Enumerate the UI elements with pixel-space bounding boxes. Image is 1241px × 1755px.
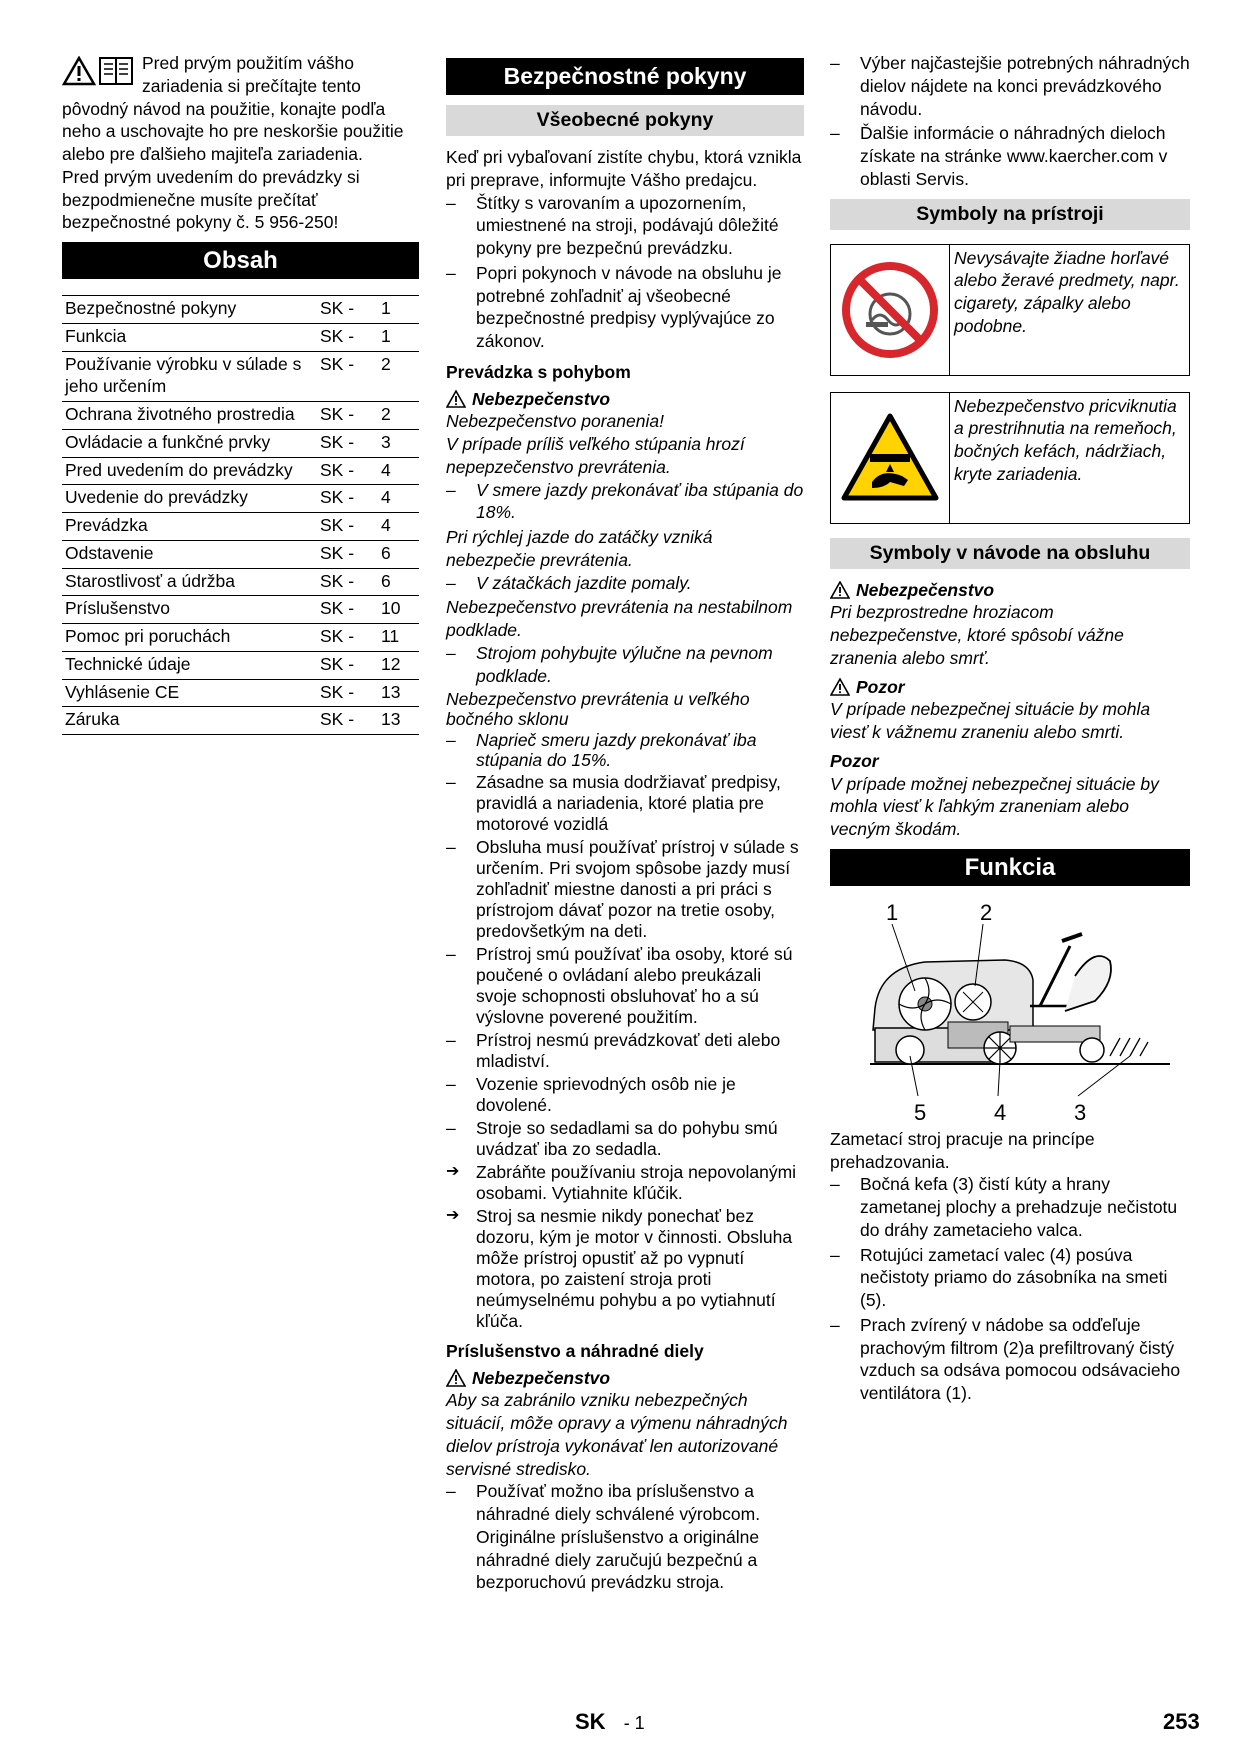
footer-page-number: 253 (1163, 1709, 1200, 1734)
list-item: – Prístroj nesmú prevádzkovať deti alebo mladiství. (446, 1030, 804, 1072)
toc-row (62, 707, 419, 735)
toc-row (62, 429, 419, 457)
warning-triangle-icon (830, 581, 850, 599)
toc-entry-section: SK - (317, 402, 378, 430)
list-item: – Strojom pohybujte výlučne na pevnom podklade. (446, 642, 804, 688)
toc-entry-section: SK - (317, 323, 378, 351)
footer-lang-code: SK (575, 1709, 606, 1734)
toc-row (62, 624, 419, 652)
toc-entry-name: Ovládacie a funkčné prvky (62, 429, 317, 457)
motion-p4: Nebezpečenstvo prevrátenia na nestabilnom podklade. (446, 597, 793, 640)
warning-triangle-icon (62, 56, 96, 86)
list-item: – Ďalšie informácie o náhradných dieloch získate na stránke www.kaercher.com v oblasti Servis. (830, 122, 1190, 190)
toc-entry-page: 4 (378, 485, 419, 513)
toc-row (62, 457, 419, 485)
no-burning-objects-icon (842, 262, 938, 358)
safety-title: Bezpečnostné pokyny (446, 58, 804, 95)
toc-entry-page: 4 (378, 513, 419, 541)
toc-entry-section: SK - (317, 540, 378, 568)
toc-entry-page: 12 (378, 651, 419, 679)
figure-label-4: 4 (994, 1099, 1007, 1125)
list-item: – Výber najčastejšie potrebných náhradných dielov nájdete na konci prevádzkového návodu. (830, 52, 1190, 120)
toc-row (62, 568, 419, 596)
danger-heading (446, 388, 804, 411)
figure-label-5: 5 (914, 1099, 927, 1125)
toc-entry-page: 13 (378, 707, 419, 735)
symbols-device-title: Symboly na prístroji (830, 199, 1190, 230)
danger-heading (446, 1367, 804, 1390)
symbol-text-1: Nevysávajte žiadne horľavé alebo žeravé predmety, napr. cigarety, zápalky alebo podobne. (954, 247, 1180, 336)
column-middle (446, 52, 804, 1596)
danger-heading (830, 579, 1190, 602)
toc-row (62, 651, 419, 679)
toc-entry-name: Pred uvedením do prevádzky (62, 457, 317, 485)
toc-entry-name: Bezpečnostné pokyny (62, 296, 317, 324)
toc-table (62, 295, 419, 735)
warning-triangle-icon (830, 678, 850, 696)
toc-entry-section: SK - (317, 624, 378, 652)
symbol-row-pinch (830, 392, 1190, 524)
footer-language (575, 1708, 645, 1737)
toc-row (62, 351, 419, 402)
toc-entry-page: 1 (378, 323, 419, 351)
toc-row (62, 296, 419, 324)
list-item: – Zásadne sa musia dodržiavať predpisy, pravidlá a nariadenia, ktoré platia pre motorové vozidlá (446, 772, 804, 835)
toc-entry-page: 1 (378, 296, 419, 324)
danger-label: Nebezpečenstvo (856, 579, 995, 600)
motion-p5: Nebezpečenstvo prevrátenia u veľkého bočného sklonu (446, 689, 750, 730)
toc-entry-name: Príslušenstvo (62, 596, 317, 624)
toc-entry-name: Ochrana životného prostredia (62, 402, 317, 430)
list-item: – Štítky s varovaním a upozornením, umiestnené na stroji, podávajú dôležité pokyny pre bezpečnú prevádzku. (446, 192, 804, 260)
toc-row (62, 540, 419, 568)
toc-entry-page: 13 (378, 679, 419, 707)
list-item: ➔ Stroj sa nesmie nikdy ponechať bez dozoru, kým je motor v činnosti. Obsluha môže prístroj opustiť až po vypnutí motora, po zaistení stroja proti neúmyselnému pohybu a po vytiahnutí kľúča. (446, 1206, 804, 1332)
toc-entry-section: SK - (317, 457, 378, 485)
accessories-list (446, 1480, 804, 1594)
toc-entry-page: 11 (378, 624, 419, 652)
caution-label: Pozor (830, 750, 879, 771)
toc-entry-section: SK - (317, 351, 378, 402)
pinch-hazard-icon (840, 412, 940, 504)
toc-entry-section: SK - (317, 707, 378, 735)
general-list (446, 192, 804, 353)
toc-entry-section: SK - (317, 513, 378, 541)
warning-heading (830, 676, 1190, 699)
toc-entry-page: 10 (378, 596, 419, 624)
motion-list (446, 772, 804, 1160)
toc-entry-name: Uvedenie do prevádzky (62, 485, 317, 513)
danger-label: Nebezpečenstvo (472, 388, 611, 409)
column-right (830, 52, 1190, 1407)
toc-entry-name: Pomoc pri poruchách (62, 624, 317, 652)
toc-entry-section: SK - (317, 596, 378, 624)
list-item: – V smere jazdy prekonávať iba stúpania do 18%. (446, 479, 804, 525)
symbol-image-cell (831, 245, 950, 375)
figure-label-1: 1 (886, 899, 899, 925)
list-item: – Stroje so sedadlami sa do pohybu smú uvádzať iba zo sedadla. (446, 1118, 804, 1160)
toc-entry-name: Vyhlásenie CE (62, 679, 317, 707)
toc-entry-page: 4 (378, 457, 419, 485)
intro-text-2: Pred prvým uvedením do prevádzky si bezpodmienečne musíte prečítať bezpečnostné pokyny č. 5 956-250! (62, 166, 360, 233)
toc-entry-section: SK - (317, 296, 378, 324)
footer-local-page: - 1 (623, 1713, 645, 1733)
toc-entry-name: Starostlivosť a údržba (62, 568, 317, 596)
figure-label-3: 3 (1074, 1099, 1087, 1125)
warning-triangle-icon (446, 1369, 466, 1387)
toc-entry-section: SK - (317, 485, 378, 513)
accessories-title: Príslušenstvo a náhradné diely (446, 1340, 704, 1361)
list-item: – Používať možno iba príslušenstvo a náhradné diely schválené výrobcom. Originálne príslušenstvo a originálne náhradné diely zaručujú bezpečnú a bezporuchovú prevádzku stroja. (446, 1480, 804, 1594)
toc-row (62, 323, 419, 351)
motion-arrow-list (446, 1162, 804, 1332)
toc-title: Obsah (62, 242, 419, 279)
list-item: – Obsluha musí používať prístroj v súlade s určením. Pri svojom spôsobe jazdy musí zohľadniť miestne danosti a pri práci s prístrojom dávať pozor na tretie osoby, predovšetkým na deti. (446, 837, 804, 942)
list-item: – Prístroj smú používať iba osoby, ktoré sú poučené o ovládaní alebo preukázali svoje schopnosti obsluhovať ho a sú výslovne poverené použitím. (446, 944, 804, 1028)
toc-entry-name: Prevádzka (62, 513, 317, 541)
danger-text: Pri bezprostredne hroziacom nebezpečenstve, ktoré spôsobí vážne zranenia alebo smrť. (830, 602, 1124, 668)
caution-text: V prípade možnej nebezpečnej situácie by mohla viesť k ľahkým zraneniam alebo vecným škodám. (830, 773, 1159, 839)
column-left (62, 52, 419, 735)
function-title: Funkcia (830, 849, 1190, 886)
caution-heading (830, 750, 1190, 773)
toc-row (62, 596, 419, 624)
motion-p2: V prípade príliš veľkého stúpania hrozí nepepzečenstvo prevrátenia. (446, 434, 745, 477)
toc-entry-name: Záruka (62, 707, 317, 735)
list-item: – Bočná kefa (3) čistí kúty a hrany zametanej plochy a prehadzuje nečistotu do dráhy zametacieho valca. (830, 1173, 1190, 1241)
list-item: – Popri pokynoch v návode na obsluhu je potrebné zohľadniť aj všeobecné bezpečnostné predpisy vyplývajúce zo zákonov. (446, 262, 804, 353)
function-text: Zametací stroj pracuje na princípe prehadzovania. (830, 1128, 1095, 1172)
symbol-image-cell (831, 393, 950, 523)
intro-block (62, 52, 419, 234)
figure-label-2: 2 (980, 899, 993, 925)
accessories-p1: Aby sa zabránilo vzniku nebezpečných situácií, môže opravy a výmenu náhradných dielov prístroja vykonávať len autorizované servisné stredisko. (446, 1390, 788, 1479)
toc-entry-page: 6 (378, 540, 419, 568)
toc-entry-section: SK - (317, 679, 378, 707)
toc-entry-page: 2 (378, 402, 419, 430)
toc-entry-section: SK - (317, 429, 378, 457)
list-item: – Vozenie sprievodných osôb nie je dovolené. (446, 1074, 804, 1116)
toc-entry-section: SK - (317, 651, 378, 679)
warning-triangle-icon (446, 390, 466, 408)
manual-book-icon (98, 56, 134, 86)
toc-entry-name: Funkcia (62, 323, 317, 351)
accessories-list-cont (830, 52, 1190, 191)
motion-p1: Nebezpečenstvo poranenia! (446, 411, 664, 432)
toc-row (62, 485, 419, 513)
list-item: ➔ Zabráňte používaniu stroja nepovolanými osobami. Vytiahnite kľúčik. (446, 1162, 804, 1204)
list-item: – Prach zvírený v nádobe sa odďeľuje prachovým filtrom (2)a prefiltrovaný čistý vzduch sa odsáva pomocou odsávacieho ventilátora (1). (830, 1314, 1190, 1405)
intro-text-1: Pred prvým použitím vášho zariadenia si prečítajte tento pôvodný návod na použitie, konajte podľa neho a uschovajte ho pre neskoršie použitie alebo pre ďalšieho majiteľa zariadenia. (62, 53, 404, 164)
toc-row (62, 513, 419, 541)
toc-entry-page: 2 (378, 351, 419, 402)
toc-entry-name: Odstavenie (62, 540, 317, 568)
warning-text: V prípade nebezpečnej situácie by mohla viesť k vážnemu zraneniu alebo smrti. (830, 699, 1151, 742)
warning-book-icons (62, 56, 134, 86)
danger-label: Nebezpečenstvo (472, 1367, 611, 1388)
symbols-manual-title: Symboly v návode na obsluhu (830, 538, 1190, 569)
toc-entry-name: Technické údaje (62, 651, 317, 679)
sweeper-figure (830, 896, 1190, 1128)
warning-label: Pozor (856, 676, 905, 697)
toc-entry-page: 3 (378, 429, 419, 457)
toc-entry-page: 6 (378, 568, 419, 596)
motion-title: Prevádzka s pohybom (446, 361, 631, 382)
symbol-text-2: Nebezpečenstvo pricviknutia a prestrihnutia na remeňoch, bočných kefách, nádržiach, kryte zariadenia. (954, 395, 1177, 484)
symbol-row-no-burning (830, 244, 1190, 376)
motion-p3: Pri rýchlej jazde do zatáčky vzniká nebezpečie prevrátenia. (446, 527, 713, 570)
toc-entry-section: SK - (317, 568, 378, 596)
list-item: – Rotujúci zametací valec (4) posúva nečistoty priamo do zásobníka na smeti (5). (830, 1244, 1190, 1312)
general-text: Keď pri vybaľovaní zistíte chybu, ktorá vznikla pri preprave, informujte Vášho predajcu. (446, 147, 802, 190)
toc-row (62, 402, 419, 430)
function-list (830, 1173, 1190, 1405)
toc-entry-name: Používanie výrobku v súlade s jeho určením (62, 351, 317, 402)
list-item: – V zátačkách jazdite pomaly. (446, 572, 804, 595)
sweeper-diagram (830, 896, 1190, 1128)
toc-row (62, 679, 419, 707)
list-item: – Naprieč smeru jazdy prekonávať iba stúpania do 15%. (446, 730, 804, 770)
general-title: Všeobecné pokyny (446, 105, 804, 136)
